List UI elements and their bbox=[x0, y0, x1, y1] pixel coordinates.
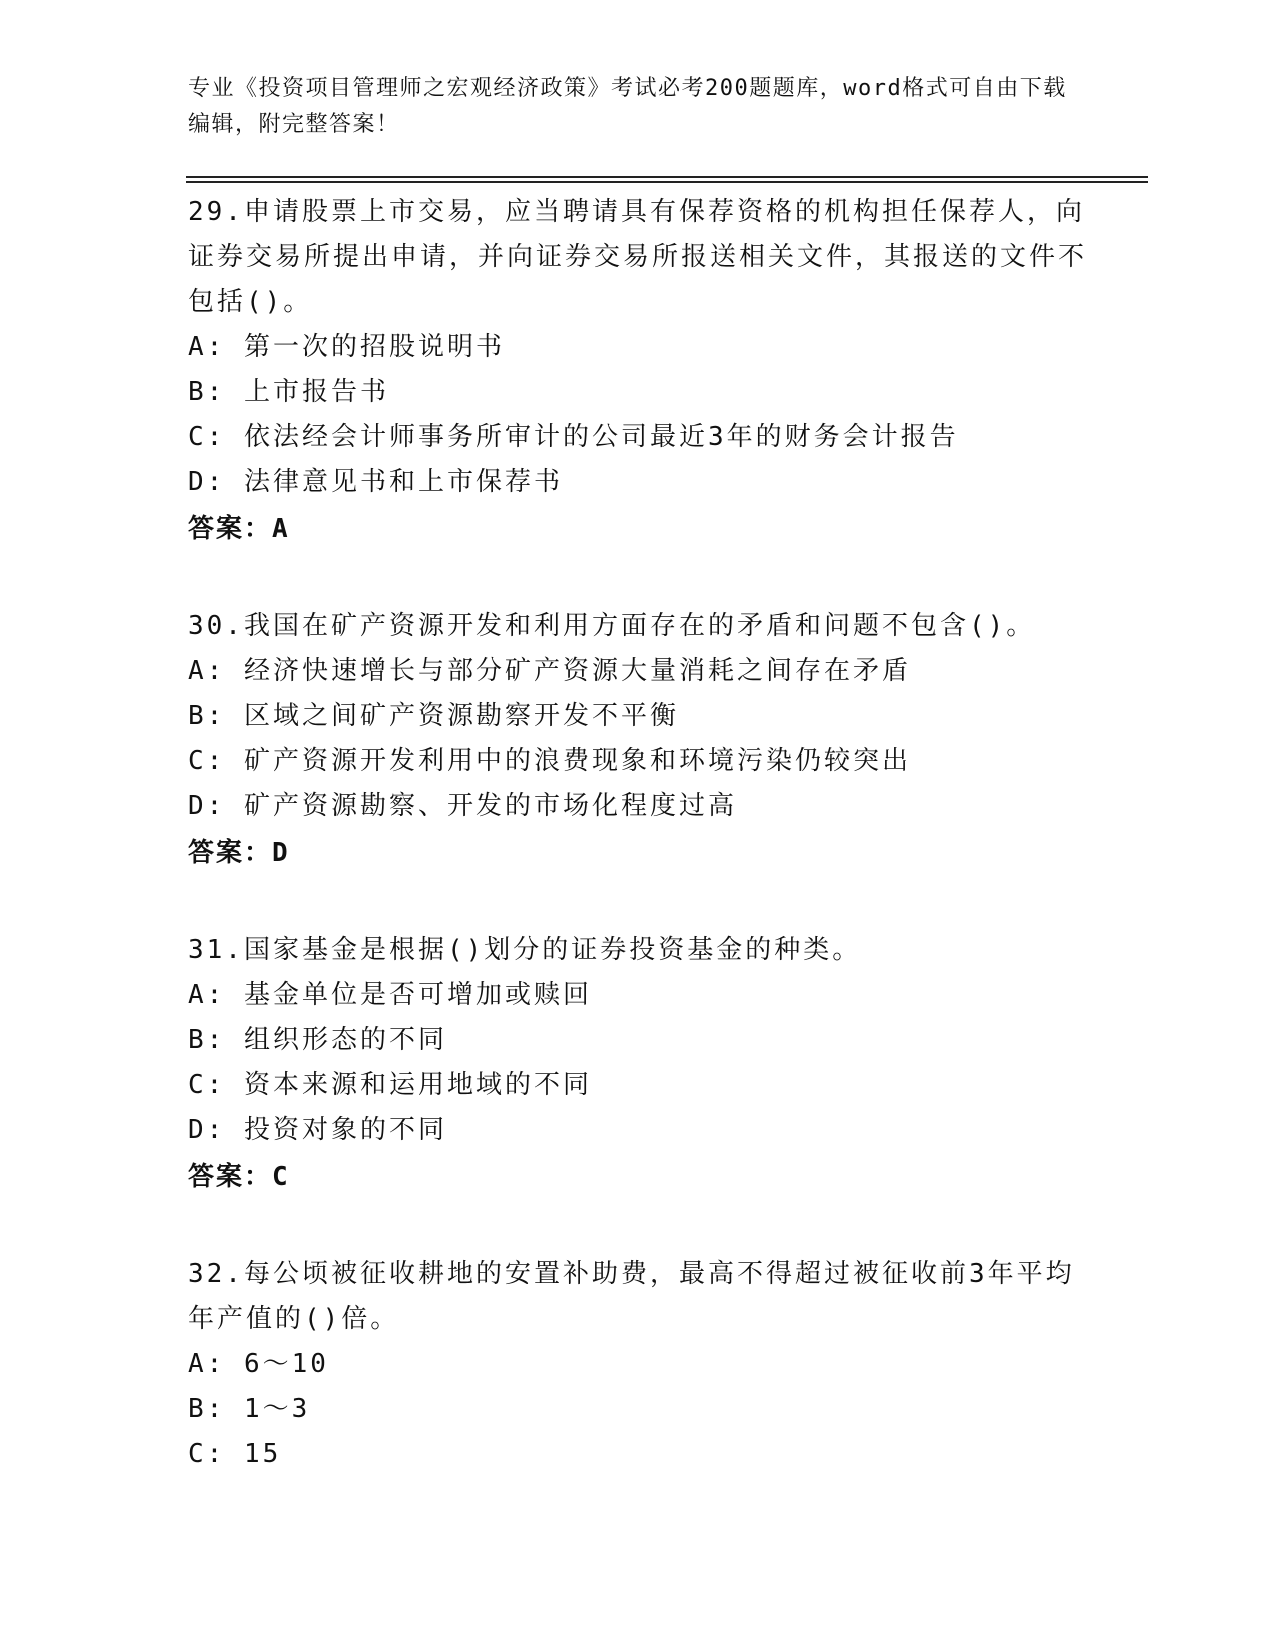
header-rule-top bbox=[186, 176, 1148, 178]
option-b: B: 组织形态的不同 bbox=[188, 1025, 447, 1055]
header-rule-bottom bbox=[186, 181, 1148, 183]
question-31 bbox=[188, 928, 1088, 1201]
option-c: C: 依法经会计师事务所审计的公司最近3年的财务会计报告 bbox=[188, 422, 959, 452]
option-a: A: 基金单位是否可增加或赎回 bbox=[188, 980, 592, 1010]
question-29 bbox=[188, 190, 1088, 553]
option-d: D: 法律意见书和上市保荐书 bbox=[188, 467, 563, 497]
document-header: 专业《投资项目管理师之宏观经济政策》考试必考200题题库，word格式可自由下载编辑，附完整答案！ bbox=[188, 76, 1067, 137]
option-a: A: 经济快速增长与部分矿产资源大量消耗之间存在矛盾 bbox=[188, 656, 911, 686]
question-30 bbox=[188, 604, 1088, 877]
question-stem: 29.申请股票上市交易，应当聘请具有保荐资格的机构担任保荐人，向证券交易所提出申请，并向证券交易所报送相关文件，其报送的文件不包括()。 bbox=[188, 197, 1088, 317]
option-c: C: 15 bbox=[188, 1439, 282, 1469]
option-d: D: 矿产资源勘察、开发的市场化程度过高 bbox=[188, 791, 737, 821]
answer-label: 答案：C bbox=[188, 1162, 290, 1192]
option-b: B: 区域之间矿产资源勘察开发不平衡 bbox=[188, 701, 679, 731]
option-c: C: 矿产资源开发利用中的浪费现象和环境污染仍较突出 bbox=[188, 746, 911, 776]
option-a: A: 6～10 bbox=[188, 1349, 329, 1379]
answer-label: 答案：D bbox=[188, 838, 290, 868]
option-c: C: 资本来源和运用地域的不同 bbox=[188, 1070, 592, 1100]
option-a: A: 第一次的招股说明书 bbox=[188, 332, 505, 362]
answer-label: 答案：A bbox=[188, 514, 290, 544]
question-stem: 31.国家基金是根据()划分的证券投资基金的种类。 bbox=[188, 935, 862, 965]
question-stem: 32.每公顷被征收耕地的安置补助费，最高不得超过被征收前3年平均年产值的()倍。 bbox=[188, 1259, 1075, 1334]
option-b: B: 上市报告书 bbox=[188, 377, 389, 407]
question-32 bbox=[188, 1252, 1088, 1477]
question-stem: 30.我国在矿产资源开发和利用方面存在的矛盾和问题不包含()。 bbox=[188, 611, 1036, 641]
option-b: B: 1～3 bbox=[188, 1394, 311, 1424]
question-list bbox=[188, 190, 1088, 1528]
option-d: D: 投资对象的不同 bbox=[188, 1115, 447, 1145]
